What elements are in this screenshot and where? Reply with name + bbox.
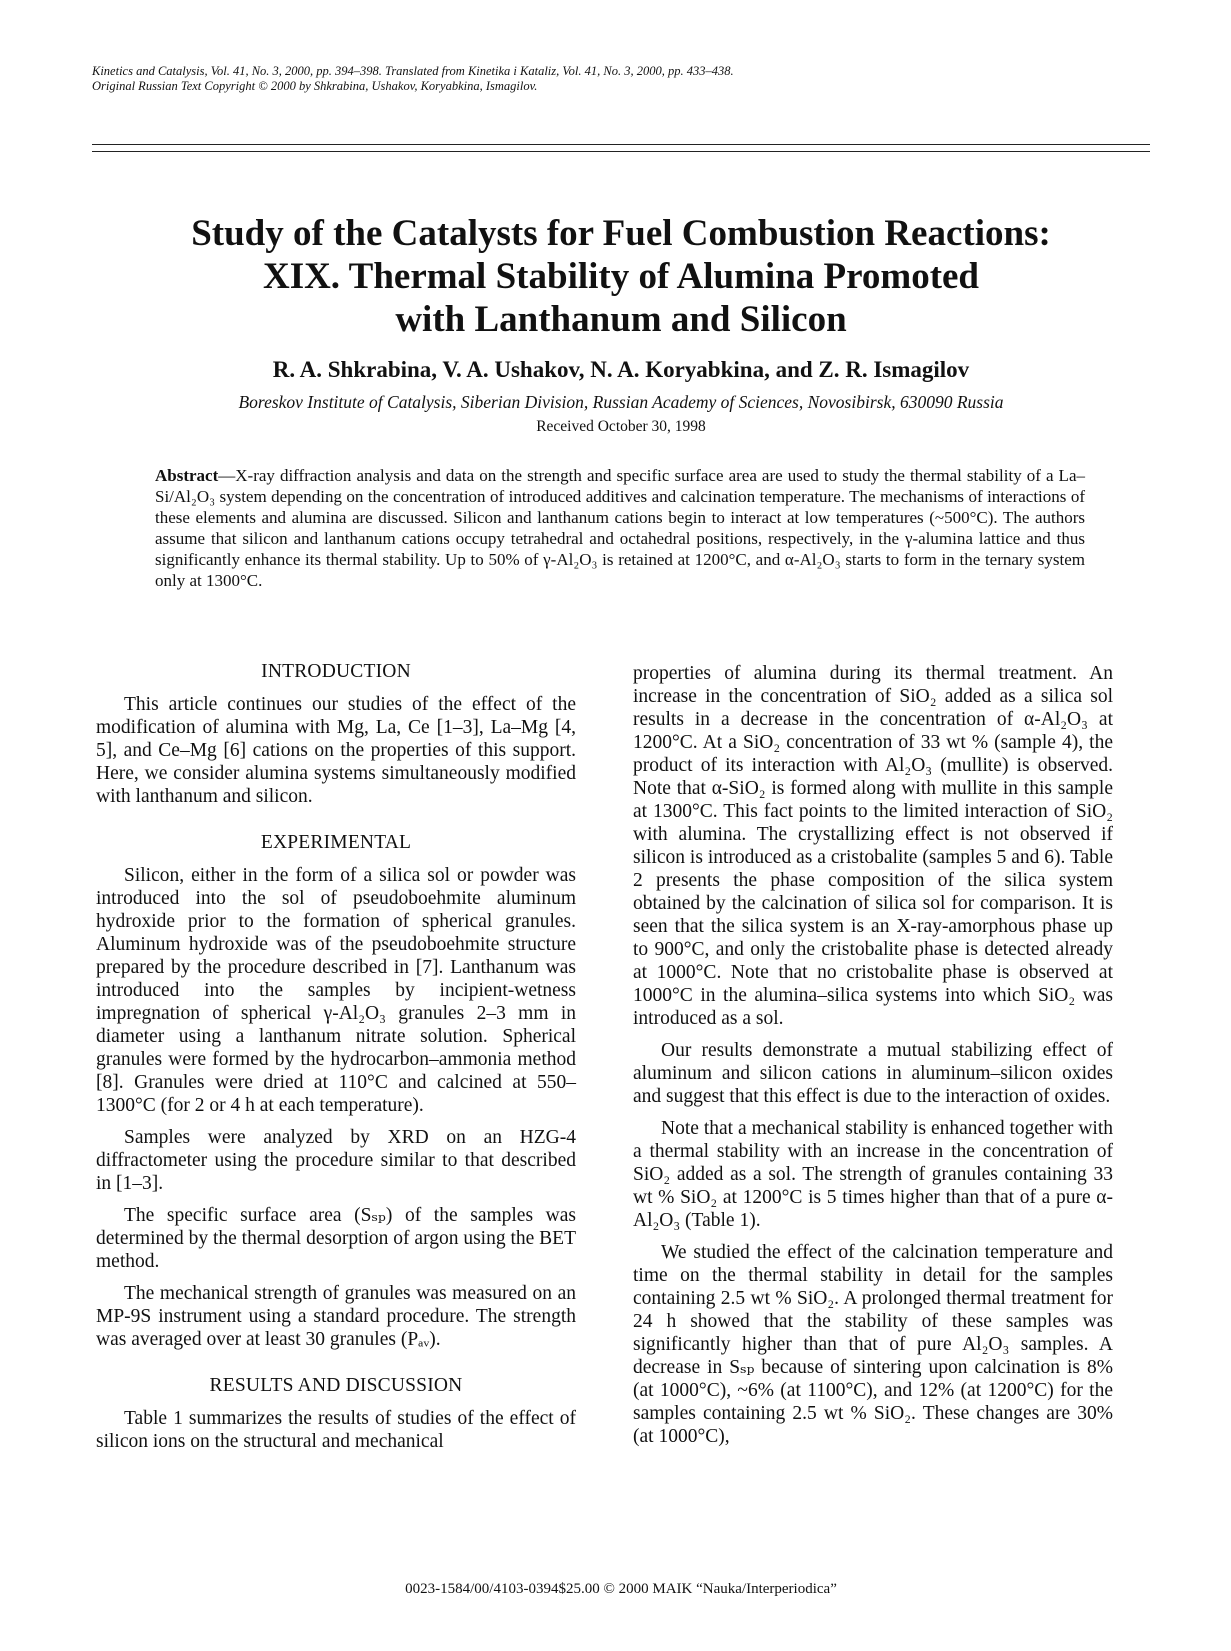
section-heading-experimental: EXPERIMENTAL [260,832,412,853]
header-rule-top [92,144,1150,145]
paragraph: This article continues our studies of the effect of the modification of alumina with Mg, La, Ce [1–3], La–Mg [4, 5], and Ce–Mg [6] cations on the properties of this support. Here, we consider alumina systems simultaneously modified with lanthanum and silicon. [96,694,576,807]
paragraph: The mechanical strength of granules was measured on an MP-9S instrument using a standard procedure. The strength was averaged over at least 30 granules (Pₐᵥ). [96,1283,576,1350]
right-column [633,662,1113,1457]
left-column [96,660,576,1462]
paragraph: Silicon, either in the form of a silica sol or powder was introduced into the sol of pseudoboehmite aluminum hydroxide prior to the formation of spherical granules. Aluminum hydroxide was of the pseudoboehmite structure prepared by the procedure described in [7]. Lanthanum was introduced into the samples by incipient-wetness impregnation of spherical γ-Al₂O₃ granules 2–3 mm in diameter using a lanthanum nitrate solution. Spherical granules were formed by the hydrocarbon–ammonia method [8]. Granules were dried at 110°C and calcined at 550–1300°C (for 2 or 4 h at each temperature). [96,865,576,1116]
abstract-label: Abstract [155,466,219,485]
abstract-text: —X-ray diffraction analysis and data on the strength and specific surface area are used to study the thermal stability of a La–Si/Al₂O₃ system depending on the concentration of introduced additives and calcination temperature. The mechanisms of interactions of these elements and alumina are discussed. Silicon and lanthanum cations begin to interact at low temperatures (~500°C). The authors assume that silicon and lanthanum cations occupy tetrahedral and octahedral positions, respectively, in the γ-alumina lattice and thus significantly enhance its thermal stability. Up to 50% of γ-Al₂O₃ is retained at 1200°C, and α-Al₂O₃ starts to form in the ternary system only at 1300°C. [155,466,1085,590]
journal-citation: Kinetics and Catalysis, Vol. 41, No. 3, 2000, pp. 394–398. Translated from Kinetika i Kataliz, Vol. 41, No. 3, 2000, pp. 433–438. [92,64,734,78]
section-heading-results: RESULTS AND DISCUSSION [209,1375,463,1396]
affiliation: Boreskov Institute of Catalysis, Siberian Division, Russian Academy of Sciences, Novosibirsk, 630090 Russia [238,392,1004,412]
title-line-1: Study of the Catalysts for Fuel Combustion Reactions: [191,213,1051,254]
paragraph: Our results demonstrate a mutual stabilizing effect of aluminum and silicon cations in aluminum–silicon oxides and suggest that this effect is due to the interaction of oxides. [633,1040,1113,1107]
paragraph: Note that a mechanical stability is enhanced together with a thermal stability with an increase in the concentration of SiO₂ added as a sol. The strength of granules containing 33 wt % SiO₂ at 1200°C is 5 times higher than that of a pure α-Al₂O₃ (Table 1). [633,1118,1113,1231]
received-date: Received October 30, 1998 [536,418,706,435]
header-rule-bottom [92,151,1150,152]
page-footer: 0023-1584/00/4103-0394$25.00 © 2000 MAIK “Nauka/Interperiodica” [405,1581,837,1597]
journal-header [92,64,1152,94]
abstract [155,465,1085,591]
paragraph: Table 1 summarizes the results of studies of the effect of silicon ions on the structural and mechanical [96,1408,576,1452]
author-list: R. A. Shkrabina, V. A. Ushakov, N. A. Koryabkina, and Z. R. Ismagilov [272,357,970,382]
copyright-line: Original Russian Text Copyright © 2000 by Shkrabina, Ushakov, Koryabkina, Ismagilov. [92,79,538,93]
title-line-3: with Lanthanum and Silicon [395,299,847,340]
title-line-2: XIX. Thermal Stability of Alumina Promoted [262,256,980,297]
paragraph: The specific surface area (Sₛₚ) of the samples was determined by the thermal desorption of argon using the BET method. [96,1205,576,1272]
article-title [92,212,1150,341]
paragraph: properties of alumina during its thermal treatment. An increase in the concentration of SiO₂ added as a silica sol results in a decrease in the concentration of α-Al₂O₃ at 1200°C. At a SiO₂ concentration of 33 wt % (sample 4), the product of its interaction with Al₂O₃ (mullite) is observed. Note that α-SiO₂ is formed along with mullite in this sample at 1300°C. This fact points to the limited interaction of SiO₂ with alumina. The crystallizing effect is not observed if silicon is introduced as a cristobalite (samples 5 and 6). Table 2 presents the phase composition of the silica system obtained by the calcination of silica sol for comparison. It is seen that the silica system is an X-ray-amorphous phase up to 900°C, and only the cristobalite phase is detected already at 1000°C. Note that no cristobalite phase is observed at 1000°C in the alumina–silica systems into which SiO₂ was introduced as a sol. [633,663,1113,1029]
paragraph: We studied the effect of the calcination temperature and time on the thermal stability in detail for the samples containing 2.5 wt % SiO₂. A prolonged thermal treatment for 24 h showed that the stability of these samples was significantly higher than that of pure Al₂O₃ samples. A decrease in Sₛₚ because of sintering upon calcination is 8% (at 1000°C), ~6% (at 1100°C), and 12% (at 1200°C) for the samples containing 2.5 wt % SiO₂. These changes are 30% (at 1000°C), [633,1242,1113,1447]
paragraph: Samples were analyzed by XRD on an HZG-4 diffractometer using the procedure similar to that described in [1–3]. [96,1127,576,1194]
section-heading-introduction: INTRODUCTION [261,661,411,682]
